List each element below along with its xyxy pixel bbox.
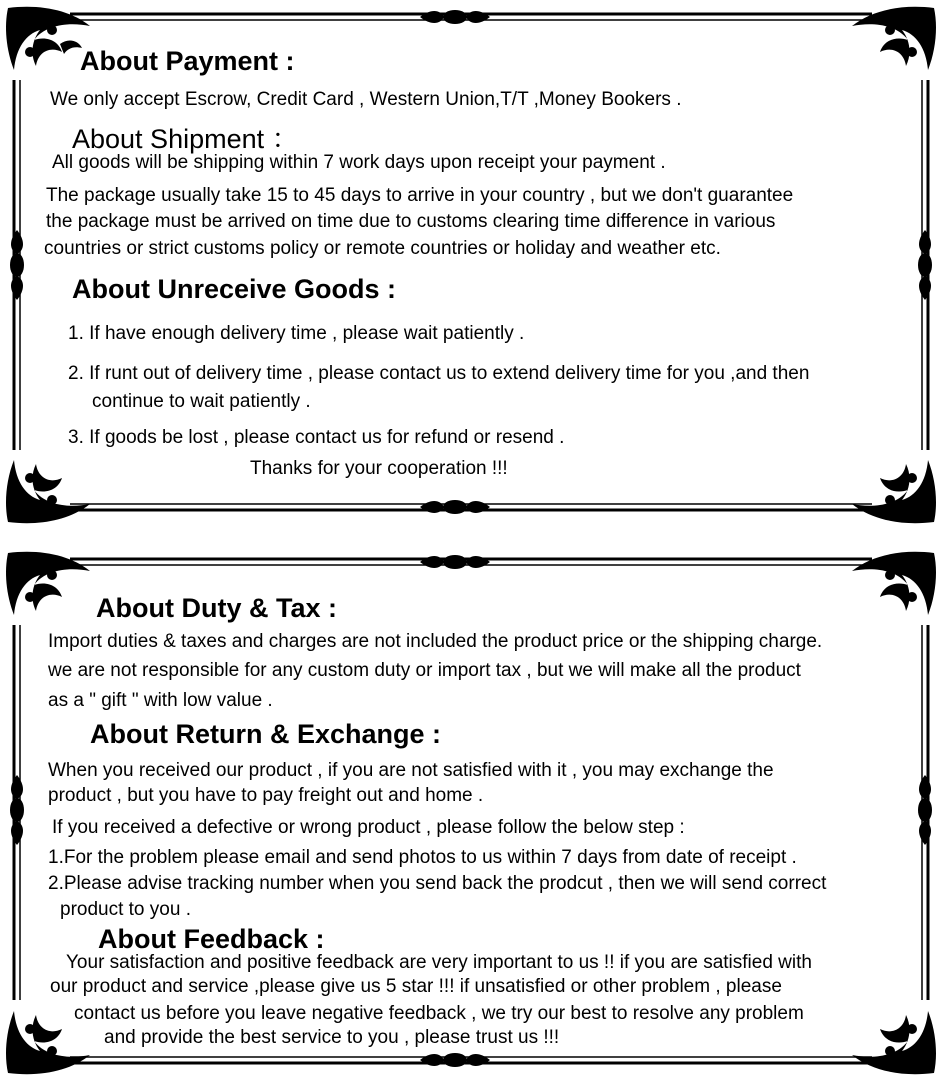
duty-heading: About Duty & Tax : <box>96 593 337 623</box>
ornamental-frame-bottom <box>0 545 942 1080</box>
shipment-para-line: the package must be arrived on time due to customs clearing time difference in various <box>46 211 776 232</box>
shipment-heading: About Shipment ： <box>72 124 299 154</box>
return-line: If you received a defective or wrong product , please follow the below step : <box>52 817 685 838</box>
return-step: product to you . <box>60 899 191 920</box>
return-heading: About Return & Exchange : <box>90 719 442 749</box>
duty-line: we are not responsible for any custom duty or import tax , but we will make all the product <box>48 660 801 681</box>
feedback-line: and provide the best service to you , please trust us !!! <box>104 1027 560 1048</box>
return-step: 1.For the problem please email and send photos to us within 7 days from date of receipt . <box>48 847 797 868</box>
unreceive-item: 2. If runt out of delivery time , please contact us to extend delivery time for you ,and then <box>68 363 810 384</box>
unreceive-item: continue to wait patiently . <box>92 391 311 412</box>
payment-heading: About Payment : <box>80 46 295 76</box>
thanks-text: Thanks for your cooperation !!! <box>250 458 508 479</box>
feedback-line: contact us before you leave negative feedback , we try our best to resolve any problem <box>74 1003 804 1024</box>
info-panel-top <box>0 0 942 530</box>
unreceive-item: 3. If goods be lost , please contact us for refund or resend . <box>68 427 565 448</box>
return-line: product , but you have to pay freight out and home . <box>48 785 484 806</box>
return-line: When you received our product , if you are not satisfied with it , you may exchange the <box>48 760 774 781</box>
shipment-para-line: countries or strict customs policy or remote countries or holiday and weather etc. <box>44 238 721 259</box>
duty-line: Import duties & taxes and charges are not included the product price or the shipping charge. <box>48 631 823 652</box>
feedback-line: our product and service ,please give us 5 star !!! if unsatisfied or other problem , please <box>50 976 782 997</box>
shipment-line: All goods will be shipping within 7 work days upon receipt your payment . <box>52 152 666 173</box>
ornamental-frame-top <box>0 0 942 530</box>
feedback-heading: About Feedback : <box>98 924 325 954</box>
return-step: 2.Please advise tracking number when you send back the prodcut , then we will send correct <box>48 873 827 894</box>
shipment-para-line: The package usually take 15 to 45 days to arrive in your country , but we don't guarantee <box>46 185 794 206</box>
feedback-line: Your satisfaction and positive feedback are very important to us !! if you are satisfied with <box>66 952 812 973</box>
duty-line: as a " gift " with low value . <box>48 690 273 711</box>
unreceive-heading: About Unreceive Goods : <box>72 274 397 304</box>
unreceive-item: 1. If have enough delivery time , please wait patiently . <box>68 323 525 344</box>
payment-text: We only accept Escrow, Credit Card , Western Union,T/T ,Money Bookers . <box>50 89 682 110</box>
info-panel-bottom <box>0 545 942 1080</box>
